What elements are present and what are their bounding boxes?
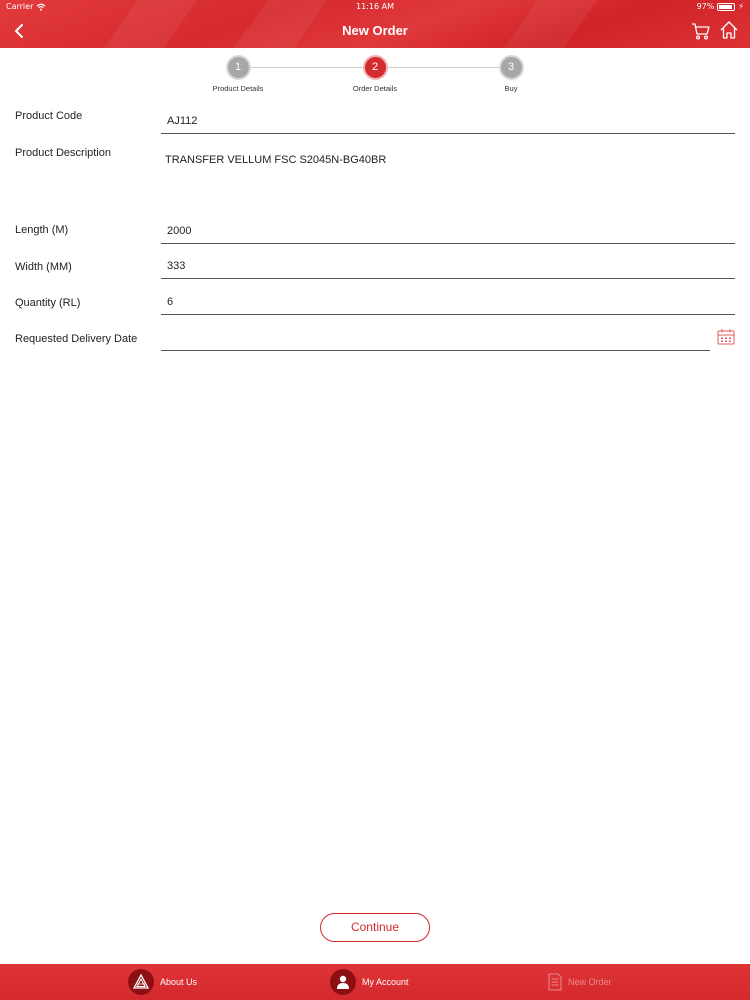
quantity-label: Quantity (RL): [15, 297, 81, 309]
document-icon: [548, 973, 562, 991]
home-icon: [718, 19, 740, 41]
cart-button[interactable]: [690, 20, 712, 42]
user-icon: [330, 969, 356, 995]
length-input[interactable]: 2000: [161, 218, 735, 244]
step-number: 1: [226, 55, 251, 80]
order-stepper: [0, 55, 750, 95]
status-bar: [0, 0, 750, 14]
navigation-bar: [0, 14, 750, 48]
calendar-button[interactable]: [716, 327, 736, 347]
step-buy: [471, 55, 551, 93]
continue-button[interactable]: Continue: [320, 913, 430, 942]
tab-label: My Account: [362, 977, 409, 987]
status-time: 11:16 AM: [356, 2, 394, 11]
cart-icon: [690, 20, 712, 42]
step-product-details: [198, 55, 278, 93]
product-description-label: Product Description: [15, 147, 111, 159]
charging-icon: ⚡: [738, 2, 744, 11]
tab-my-account[interactable]: [330, 969, 409, 995]
step-order-details: [335, 55, 415, 93]
product-description-value: TRANSFER VELLUM FSC S2045N-BG40BR: [165, 154, 387, 166]
step-label: Order Details: [352, 84, 398, 93]
product-code-field[interactable]: AJ112: [161, 108, 735, 134]
quantity-input[interactable]: 6: [161, 289, 735, 315]
length-label: Length (M): [15, 224, 69, 236]
carrier-label: Carrier: [6, 2, 34, 11]
battery-icon: [717, 3, 735, 11]
tab-label: About Us: [160, 977, 198, 987]
delivery-date-label: Requested Delivery Date: [15, 333, 138, 345]
width-input[interactable]: 333: [161, 253, 735, 279]
step-number: 2: [363, 55, 388, 80]
tab-label: New Order: [568, 977, 612, 987]
page-title: New Order: [342, 23, 408, 38]
step-label: Buy: [504, 84, 518, 93]
width-label: Width (MM): [15, 261, 72, 273]
step-number: 3: [499, 55, 524, 80]
delivery-date-input[interactable]: [161, 325, 710, 351]
logo-icon: [128, 969, 154, 995]
calendar-icon: [716, 327, 736, 347]
tab-new-order[interactable]: [548, 969, 612, 995]
tab-about-us[interactable]: [128, 969, 197, 995]
app-header: [0, 0, 750, 48]
battery-percent: 97%: [696, 2, 715, 11]
product-code-label: Product Code: [15, 110, 83, 122]
step-label: Product Details: [212, 84, 264, 93]
bottom-tab-bar: [0, 964, 750, 1000]
home-button[interactable]: [718, 19, 740, 41]
